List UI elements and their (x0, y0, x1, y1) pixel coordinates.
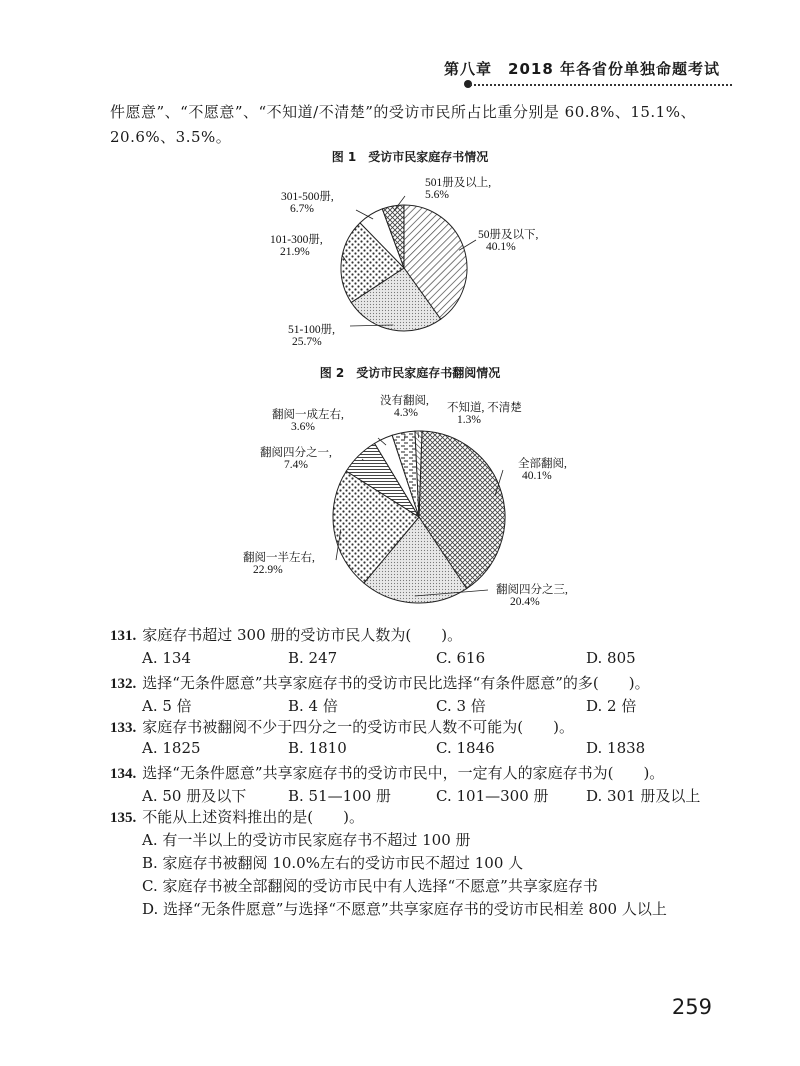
option-d[interactable]: D. 805 (586, 649, 636, 667)
option-d[interactable]: D. 1838 (586, 739, 646, 757)
slice-label-3: 301-500册, (281, 191, 334, 203)
figure-2-title: 图 2 受访市民家庭存书翻阅情况 (319, 366, 501, 380)
option-c[interactable]: C. 616 (436, 649, 486, 667)
slice-percent-0: 40.1% (522, 470, 552, 482)
option-b[interactable]: B. 4 倍 (288, 697, 338, 715)
question-text: 不能从上述资料推出的是( )。 (142, 808, 364, 826)
question-number: 131. (110, 628, 137, 644)
question-text: 选择“无条件愿意”共享家庭存书的受访市民比选择“有条件愿意”的多( )。 (142, 674, 650, 692)
slice-label-0: 全部翻阅, (518, 458, 567, 470)
option-a[interactable]: A. 有一半以上的受访市民家庭存书不超过 100 册 (142, 831, 471, 849)
slice-percent-2: 22.9% (253, 564, 283, 576)
slice-percent-2: 21.9% (280, 246, 310, 258)
option-d[interactable]: D. 选择“无条件愿意”与选择“不愿意”共享家庭存书的受访市民相差 800 人以上 (142, 900, 667, 918)
intro-line-1: 件愿意”、“不愿意”、“不知道/不清楚”的受访市民所占比重分别是 60.8%、15.1%、 (110, 103, 696, 121)
slice-percent-4: 3.6% (291, 421, 315, 433)
slice-percent-3: 7.4% (284, 459, 308, 471)
slice-percent-6: 1.3% (457, 414, 481, 426)
slice-label-3: 翻阅四分之一, (260, 447, 332, 459)
slice-label-6: 不知道, 不清楚 (447, 402, 522, 414)
question-text: 家庭存书超过 300 册的受访市民人数为( )。 (142, 626, 463, 644)
slice-label-4: 501册及以上, (425, 177, 492, 189)
option-c[interactable]: C. 家庭存书被全部翻阅的受访市民中有人选择“不愿意”共享家庭存书 (142, 877, 598, 895)
option-d[interactable]: D. 2 倍 (586, 697, 637, 715)
pie-chart-reading (243, 393, 568, 608)
option-c[interactable]: C. 1846 (436, 739, 495, 757)
slice-percent-1: 20.4% (510, 596, 540, 608)
slice-percent-1: 25.7% (292, 336, 322, 348)
question-number: 135. (110, 810, 137, 826)
pie-chart-book-count (270, 175, 538, 348)
option-c[interactable]: C. 3 倍 (436, 697, 486, 715)
option-b[interactable]: B. 1810 (288, 739, 347, 757)
slice-percent-3: 6.7% (290, 203, 314, 215)
slice-percent-4: 5.6% (425, 189, 449, 201)
option-b[interactable]: B. 51—100 册 (288, 787, 392, 805)
page-number: 259 (671, 995, 712, 1019)
option-b[interactable]: B. 家庭存书被翻阅 10.0%左右的受访市民不超过 100 人 (142, 854, 524, 872)
option-d[interactable]: D. 301 册及以上 (586, 787, 701, 805)
option-b[interactable]: B. 247 (288, 649, 338, 667)
option-a[interactable]: A. 5 倍 (142, 697, 192, 715)
question-number: 133. (110, 720, 137, 736)
option-a[interactable]: A. 1825 (142, 739, 201, 757)
slice-label-0: 50册及以下, (478, 229, 539, 241)
question-text: 选择“无条件愿意”共享家庭存书的受访市民中，一定有人的家庭存书为( )。 (142, 764, 665, 782)
slice-label-1: 翻阅四分之三, (496, 584, 568, 596)
slice-label-2: 翻阅一半左右, (243, 552, 315, 564)
figure-1-title: 图 1 受访市民家庭存书情况 (331, 150, 489, 164)
slice-label-1: 51-100册, (288, 324, 335, 336)
option-c[interactable]: C. 101—300 册 (436, 787, 549, 805)
option-a[interactable]: A. 50 册及以下 (142, 787, 247, 805)
intro-line-2: 20.6%、3.5%。 (110, 128, 232, 146)
slice-percent-0: 40.1% (486, 241, 516, 253)
question-text: 家庭存书被翻阅不少于四分之一的受访市民人数不可能为( )。 (142, 718, 574, 736)
slice-label-4: 翻阅一成左右, (272, 409, 344, 421)
question-number: 132. (110, 676, 137, 692)
chapter-header: 第八章 2018 年各省份单独命题考试 (444, 60, 720, 78)
option-a[interactable]: A. 134 (142, 649, 191, 667)
slice-label-2: 101-300册, (270, 234, 323, 246)
question-number: 134. (110, 766, 137, 782)
slice-percent-5: 4.3% (394, 407, 418, 419)
leader-line-6 (418, 432, 419, 438)
slice-label-5: 没有翻阅, (380, 395, 429, 407)
